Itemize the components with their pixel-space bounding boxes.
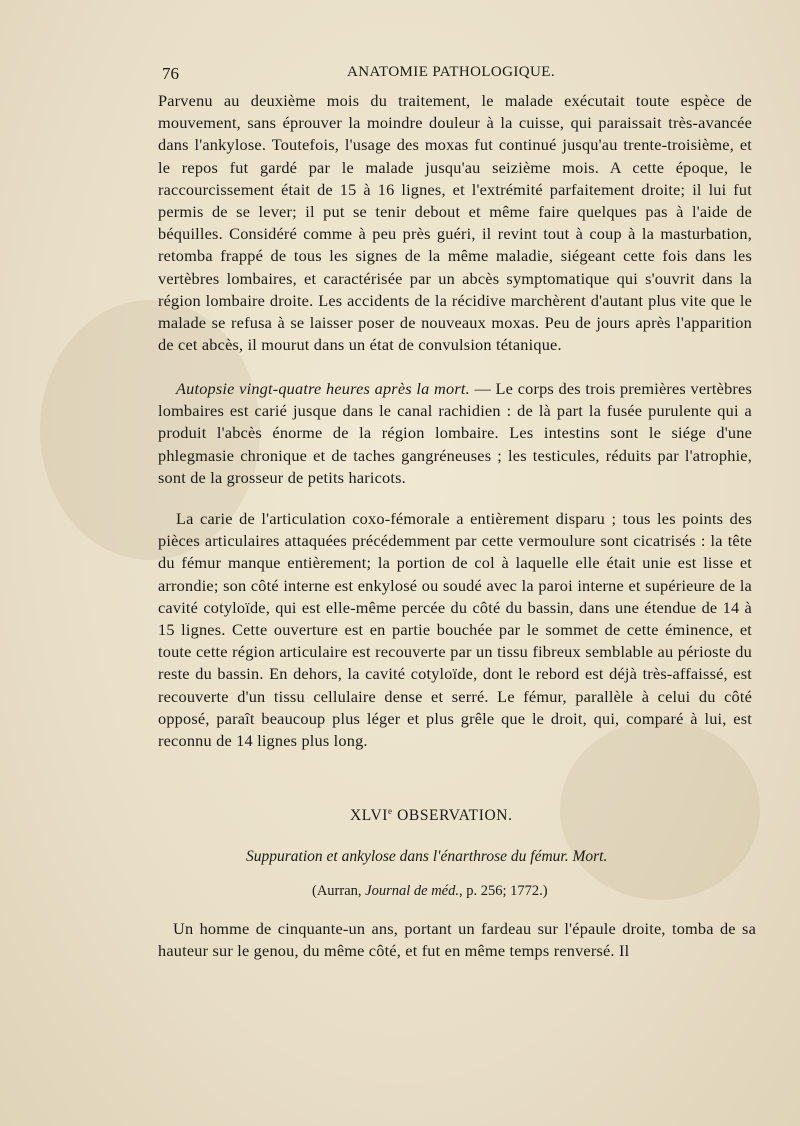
source-close: , p. 256; 1772.): [458, 883, 548, 899]
observation-superscript: e: [388, 806, 393, 816]
source-open: (Aurran,: [312, 883, 366, 899]
autopsy-paragraph: [158, 378, 752, 489]
page-number: 76: [162, 64, 179, 83]
running-title: ANATOMIE PATHOLOGIQUE.: [347, 64, 555, 80]
observation-subtitle: Suppuration et ankylose dans l'énarthrose du fémur. Mort.: [246, 848, 608, 865]
observation-number: XLVI: [350, 807, 388, 824]
paragraph: Un homme de cinquante-un ans, portant un fardeau sur l'épaule droite, tomba de sa hauteur sur le genou, du même côté, et fut en même temps renversé. Il: [158, 919, 756, 961]
source-reference: [312, 883, 548, 900]
journal-title: Journal de méd.: [365, 883, 459, 899]
running-header: [158, 64, 760, 88]
paragraph: Parvenu au deuxième mois du traitement, le malade exécutait toute espèce de mouvement, sans éprouver la moindre douleur à la cuisse, qui paraissait très-avancée dans l'ankylose. Toutefois, l'usage des moxas fut continué jusqu'au trente-troisième, et le repos fut gardé par le malade jusqu'au seizième mois. A cette époque, le raccourcissement était de 15 à 16 lignes, et l'extrémité parfaitement droite; il lui fut permis de se lever; il put se tenir debout et même faire quelques pas à l'aide de béquilles. Considéré comme à peu près guéri, il revint tout à coup à la masturbation, retomba frappé de tous les signes de la même maladie, siégeant cette fois dans les vertèbres lombaires, et caractérisée par un abcès symptomatique qui s'ouvrit dans la région lombaire droite. Les accidents de la récidive marchèrent d'autant plus vite que le malade se refusa à se laisser poser de nouveaux moxas. Peu de jours après l'apparition de cet abcès, il mourut dans un état de convulsion tétanique.: [158, 91, 752, 355]
observation-label: OBSERVATION.: [397, 807, 513, 824]
autopsy-lead: Autopsie vingt-quatre heures après la mort.: [176, 379, 470, 398]
paragraph: La carie de l'articulation coxo-fémorale a entièrement disparu ; tous les points des pièces articulaires attaquées précédemment par cette vermoulure sont cicatrisés : la tête du fémur manque entièrement; la portion de col à laquelle elle était unie est lisse et arrondie; son côté interne est enkylosé ou soudé avec la paroi interne et supérieure de la cavité cotyloïde, qui est elle-même percée du côté du bassin, dans une étendue de 14 à 15 lignes. Cette ouverture est en partie bouchée par le sommet de cette éminence, et toute cette région articulaire est recouverte par un tissu fibreux semblable au périoste du reste du bassin. En dehors, la cavité cotyloïde, dont le rebord est déjà très-affaissé, est recouverte d'un tissu cellulaire dense et serré. Le fémur, parallèle à celui du côté opposé, paraît beaucoup plus léger et plus grêle que le droit, qui, comparé à lui, est reconnu de 14 lignes plus long.: [158, 509, 752, 751]
observation-heading: [350, 806, 513, 825]
autopsy-text: — Le corps des trois premières vertèbres lombaires est carié jusque dans le canal rachidien : de là part la fusée purulente qui a produit l'abcès énorme de la région lombaire. Les intestins sont le siége d'une phlegmasie chronique et de taches gangréneuses ; les testicules, réduits par l'atrophie, sont de la grosseur de petits haricots.: [158, 379, 752, 487]
